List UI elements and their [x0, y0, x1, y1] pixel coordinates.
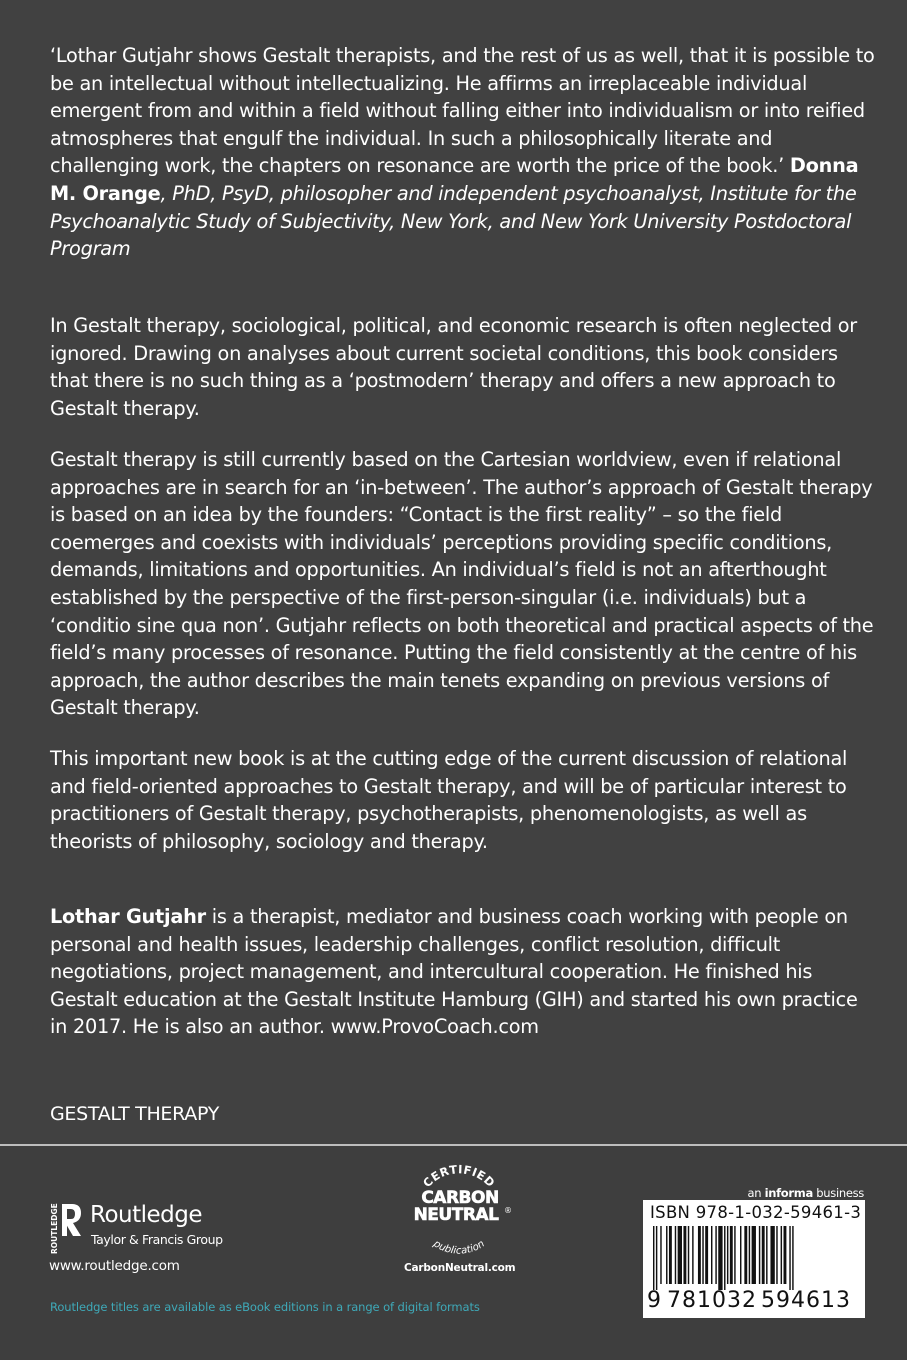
barcode-digits-right: 594613	[761, 1288, 851, 1313]
barcode-bar	[762, 1226, 765, 1284]
barcode-bar	[744, 1226, 747, 1284]
barcode-bar	[705, 1226, 708, 1284]
informa-suffix: business	[812, 1186, 864, 1200]
quote-text: ‘Lothar Gutjahr shows Gestalt therapists, and the rest of us as well, that it is possible to be an intellectual without intellectualizing. He affirms an irreplaceable individual emergent from and within a field without falling either into individualism or into reified atmospheres that engulf the individual. In such a philosophically literate and challenging work, the chapters on resonance are worth the price of the book.’	[50, 44, 875, 178]
endorsement-quote	[50, 42, 880, 263]
barcode-bar	[740, 1226, 741, 1284]
barcode-bar	[715, 1226, 716, 1284]
barcode-digit-first: 9	[647, 1288, 661, 1313]
barcode-bar	[759, 1226, 760, 1284]
carbon-neutral-icon	[396, 1150, 526, 1274]
barcode-bar	[666, 1226, 667, 1284]
barcode-bar	[727, 1226, 728, 1284]
carbon-line2: NEUTRAL	[413, 1205, 499, 1225]
informa-prefix: an	[747, 1186, 765, 1200]
barcode-bar	[724, 1226, 725, 1290]
description-paragraph-1: In Gestalt therapy, sociological, political, and economic research is often neglected or ignored. Drawing on analyses about current societal conditions, this book considers that there is no such thing as a ‘postmodern’ therapy and offers a new approach to Gestalt therapy.	[50, 314, 857, 420]
carbon-line1: CARBON	[421, 1188, 499, 1208]
barcode-digits-left: 781032	[667, 1288, 757, 1313]
barcode-bar	[752, 1226, 756, 1284]
barcode-bar	[776, 1226, 777, 1284]
barcode-bar	[660, 1226, 661, 1284]
barcode-bar	[749, 1226, 750, 1284]
quote-credentials: , PhD, PsyD, philosopher and independent psychoanalyst, Institute for the Psychoanalytic Study of Subjectivity, New York, and New York University Postdoctoral Program	[50, 181, 857, 261]
ebook-note: Routledge titles are available as eBook editions in a range of digital formats	[50, 1300, 480, 1314]
barcode-bar	[784, 1226, 787, 1284]
routledge-name: Routledge	[90, 1202, 203, 1228]
barcode-bar	[688, 1226, 689, 1284]
barcode-bar	[702, 1226, 703, 1284]
barcode-bar	[792, 1226, 793, 1290]
barcode-bar	[789, 1226, 790, 1290]
barcode-bar	[678, 1226, 682, 1284]
carbon-certified-text: CERTIFIED	[420, 1162, 498, 1191]
routledge-url[interactable]: www.routledge.com	[49, 1258, 180, 1274]
description-paragraph-2: Gestalt therapy is still currently based on the Cartesian worldview, even if relational approaches are in search for an ‘in-between’. The author’s approach of Gestalt therapy is based on an idea by the founders: “Contact is the first reality” – so the field coemerges and coexists with individuals’ perceptions providing specific conditions, demands, limitations and opportunities. An individual’s field is not an afterthought established by the perspective of the first-person-singular (i.e. individuals) but a ‘conditio sine qua non’. Gutjahr reflects on both theoretical and practical aspects of the field’s many processes of resonance. Putting the field consistently at the centre of his approach, the author describes the main tenets expanding on previous versions of Gestalt therapy.	[50, 448, 874, 720]
carbon-registered-mark: ®	[504, 1206, 512, 1215]
barcode-bar	[698, 1226, 701, 1284]
barcode-bar	[711, 1226, 712, 1284]
quote-author: Donna M. Orange	[50, 154, 859, 205]
barcode-bar	[656, 1226, 657, 1290]
barcode-bar	[766, 1226, 767, 1284]
author-bio	[50, 903, 880, 1041]
barcode-bar	[692, 1226, 693, 1284]
routledge-group: Taylor & Francis Group	[91, 1232, 223, 1247]
barcode-bar	[675, 1226, 676, 1284]
carbon-neutral-url[interactable]: CarbonNeutral.com	[404, 1262, 516, 1274]
isbn-label: ISBN 978-1-032-59461-3	[650, 1203, 862, 1222]
informa-tagline	[747, 1186, 864, 1200]
svg-text:publication	[430, 1238, 486, 1257]
barcode-bar	[781, 1226, 782, 1284]
routledge-spine-text: ROUTLEDGE	[50, 1203, 59, 1254]
svg-text:CERTIFIED	[420, 1162, 498, 1190]
author-bio-text: is a therapist, mediator and business coach working with people on personal and health issues, leadership challenges, conflict resolution, difficult negotiations, project management, and intercultural cooperation. He finished his Gestalt education at the Gestalt Institute Hamburg (GIH) and started his own practice in 2017. He is also an author. www.ProvoCoach.com	[50, 905, 858, 1039]
barcode-bar	[683, 1226, 686, 1284]
barcode-digits	[643, 1288, 865, 1314]
routledge-r-icon	[48, 1200, 84, 1254]
barcode-bar	[730, 1226, 733, 1284]
barcode-bar	[653, 1226, 654, 1290]
barcode-bars-icon	[653, 1226, 853, 1290]
barcode-bar	[770, 1226, 774, 1284]
barcode-bar	[669, 1226, 672, 1284]
carbon-publication-text: publication	[431, 1238, 487, 1257]
description-paragraph-3: This important new book is at the cutting edge of the current discussion of relational and field-oriented approaches to Gestalt therapy, and will be of particular interest to practitioners of Gestalt therapy, psychotherapists, phenomenologists, as well as theorists of philosophy, sociology and therapy.	[50, 747, 848, 853]
barcode-bar	[734, 1226, 735, 1284]
subject-category: GESTALT THERAPY	[50, 1103, 220, 1125]
informa-brand: informa	[764, 1186, 813, 1200]
barcode-bar	[718, 1226, 722, 1290]
isbn-barcode	[643, 1200, 865, 1318]
author-name: Lothar Gutjahr	[50, 905, 206, 928]
